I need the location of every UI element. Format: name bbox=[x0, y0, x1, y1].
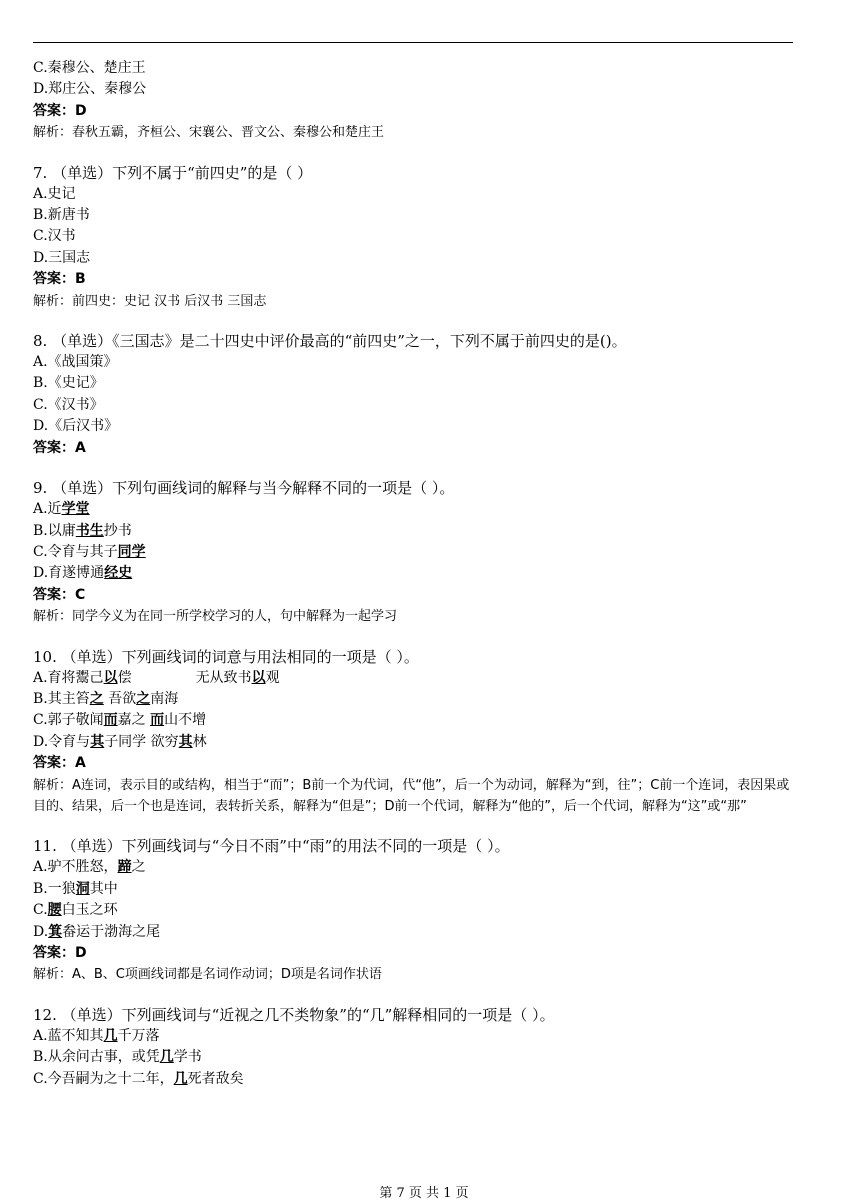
q7-option-a: A.史记 bbox=[33, 185, 76, 202]
underlined-word: 几 bbox=[159, 1049, 174, 1066]
q10-stem: 10. （单选）下列画线词的词意与用法相同的一项是（ ）。 bbox=[33, 647, 419, 666]
q11-option-b: B.一狼洞其中 bbox=[33, 880, 118, 897]
q11-option-d: D.箕畚运于渤海之尾 bbox=[33, 923, 161, 940]
underlined-word: 其 bbox=[178, 733, 193, 750]
q10-answer: 答案：A bbox=[33, 755, 86, 772]
q10-option-d: D.令育与其子同学 欲穷其林 bbox=[33, 733, 207, 750]
q12-stem: 12. （单选）下列画线词与“近视之几不类物象”的“几”解释相同的一项是（ ）。 bbox=[33, 1005, 555, 1024]
underlined-word: 学堂 bbox=[61, 501, 90, 518]
underlined-word: 几 bbox=[103, 1027, 118, 1044]
q11-option-c: C.腰白玉之环 bbox=[33, 902, 118, 919]
underlined-word: 之 bbox=[136, 690, 151, 707]
underlined-word: 而 bbox=[150, 712, 165, 729]
q10-analysis: 解析：A连词，表示目的或结构，相当于“而”；B前一个为代词，代“他”，后一个为动词，解释为“到，往”；C前一个连词，表因果或目的、结果，后一个也是连词，表转折关系，解释为“但是”；D前一个代词，解释为“他的”，后一个代词，解释为“这”或“那” bbox=[33, 777, 790, 814]
q8-answer: 答案：A bbox=[33, 439, 86, 456]
q11-answer: 答案：D bbox=[33, 945, 87, 961]
q11-analysis: 解析：A、B、C项画线词都是名词作动词；D项是名词作状语 bbox=[33, 967, 382, 983]
q10-option-c: C.郭子敬闻而嘉之 而山不增 bbox=[33, 712, 207, 729]
question-11 bbox=[33, 835, 813, 985]
q9-stem: 9. （单选）下列句画线词的解释与当今解释不同的一项是（ ）。 bbox=[33, 479, 455, 498]
q8-option-b: B.《史记》 bbox=[33, 375, 104, 392]
page-footer: 第 7 页 共 1 页 bbox=[379, 1186, 469, 1201]
question-10 bbox=[33, 646, 813, 818]
q8-stem: 8. （单选）《三国志》是二十四史中评价最高的“前四史”之一，下列不属于前四史的是()。 bbox=[33, 332, 627, 351]
q7-option-b: B.新唐书 bbox=[33, 207, 90, 224]
q7-answer: 答案：B bbox=[33, 271, 86, 288]
underlined-word: 以 bbox=[103, 669, 118, 686]
q12-option-c: C.今吾嗣为之十二年，几死者敌矣 bbox=[33, 1070, 244, 1087]
q6-option-c: C.秦穆公、楚庄王 bbox=[33, 60, 146, 76]
q7-option-d: D.三国志 bbox=[33, 249, 91, 266]
q12-option-b: B.从余问古事，或凭几学书 bbox=[33, 1049, 202, 1066]
q7-analysis: 解析：前四史：史记 汉书 后汉书 三国志 bbox=[33, 293, 267, 309]
q9-option-c: C.令育与其子同学 bbox=[33, 543, 146, 560]
underlined-word: 同学 bbox=[117, 543, 146, 560]
question-7 bbox=[33, 162, 813, 312]
q6-analysis: 解析：春秋五霸，齐桓公、宋襄公、晋文公、秦穆公和楚庄王 bbox=[33, 125, 385, 141]
q9-option-a: A.近学堂 bbox=[33, 501, 90, 518]
underlined-word: 经史 bbox=[104, 565, 133, 582]
underlined-word: 而 bbox=[103, 712, 118, 729]
underlined-word: 腰 bbox=[47, 902, 62, 919]
q7-option-c: C.汉书 bbox=[33, 228, 76, 245]
underlined-word: 蹄 bbox=[117, 859, 132, 876]
underlined-word: 之 bbox=[89, 690, 104, 707]
underlined-word: 其 bbox=[90, 733, 105, 750]
underlined-word: 几 bbox=[173, 1070, 188, 1087]
document-body bbox=[33, 58, 813, 1090]
q6-answer: 答案：D bbox=[33, 102, 87, 119]
q11-option-a: A.驴不胜怒，蹄之 bbox=[33, 859, 146, 876]
q12-option-a: A.蓝不知其几千万落 bbox=[33, 1027, 160, 1044]
question-9 bbox=[33, 477, 813, 627]
underlined-word: 书生 bbox=[75, 522, 104, 539]
q7-stem: 7. （单选）下列不属于“前四史”的是（ ） bbox=[33, 163, 313, 182]
q11-stem: 11. （单选）下列画线词与“今日不雨”中“雨”的用法不同的一项是（ ）。 bbox=[33, 837, 510, 856]
question-12 bbox=[33, 1004, 813, 1090]
q9-option-b: B.以庸书生抄书 bbox=[33, 522, 132, 539]
underlined-word: 洞 bbox=[75, 880, 90, 897]
question-8 bbox=[33, 330, 813, 459]
q8-option-c: C.《汉书》 bbox=[33, 396, 104, 413]
q10-option-a: A.育将鬻己以偿 无从致书以观 bbox=[33, 669, 280, 686]
q9-analysis: 解析：同学今义为在同一所学校学习的人，句中解释为一起学习 bbox=[33, 609, 398, 625]
q6-option-d: D.郑庄公、秦穆公 bbox=[33, 81, 147, 98]
q8-option-d: D.《后汉书》 bbox=[33, 418, 119, 435]
question-6-tail bbox=[33, 58, 813, 144]
q9-option-d: D.育遂博通经史 bbox=[33, 565, 133, 582]
q9-answer: 答案：C bbox=[33, 586, 86, 603]
header-rule bbox=[33, 42, 793, 43]
q10-option-b: B.其主笞之 吾欲之南海 bbox=[33, 690, 179, 707]
q8-option-a: A.《战国策》 bbox=[33, 354, 118, 371]
underlined-word: 箕 bbox=[48, 923, 63, 940]
underlined-word: 以 bbox=[251, 669, 266, 686]
